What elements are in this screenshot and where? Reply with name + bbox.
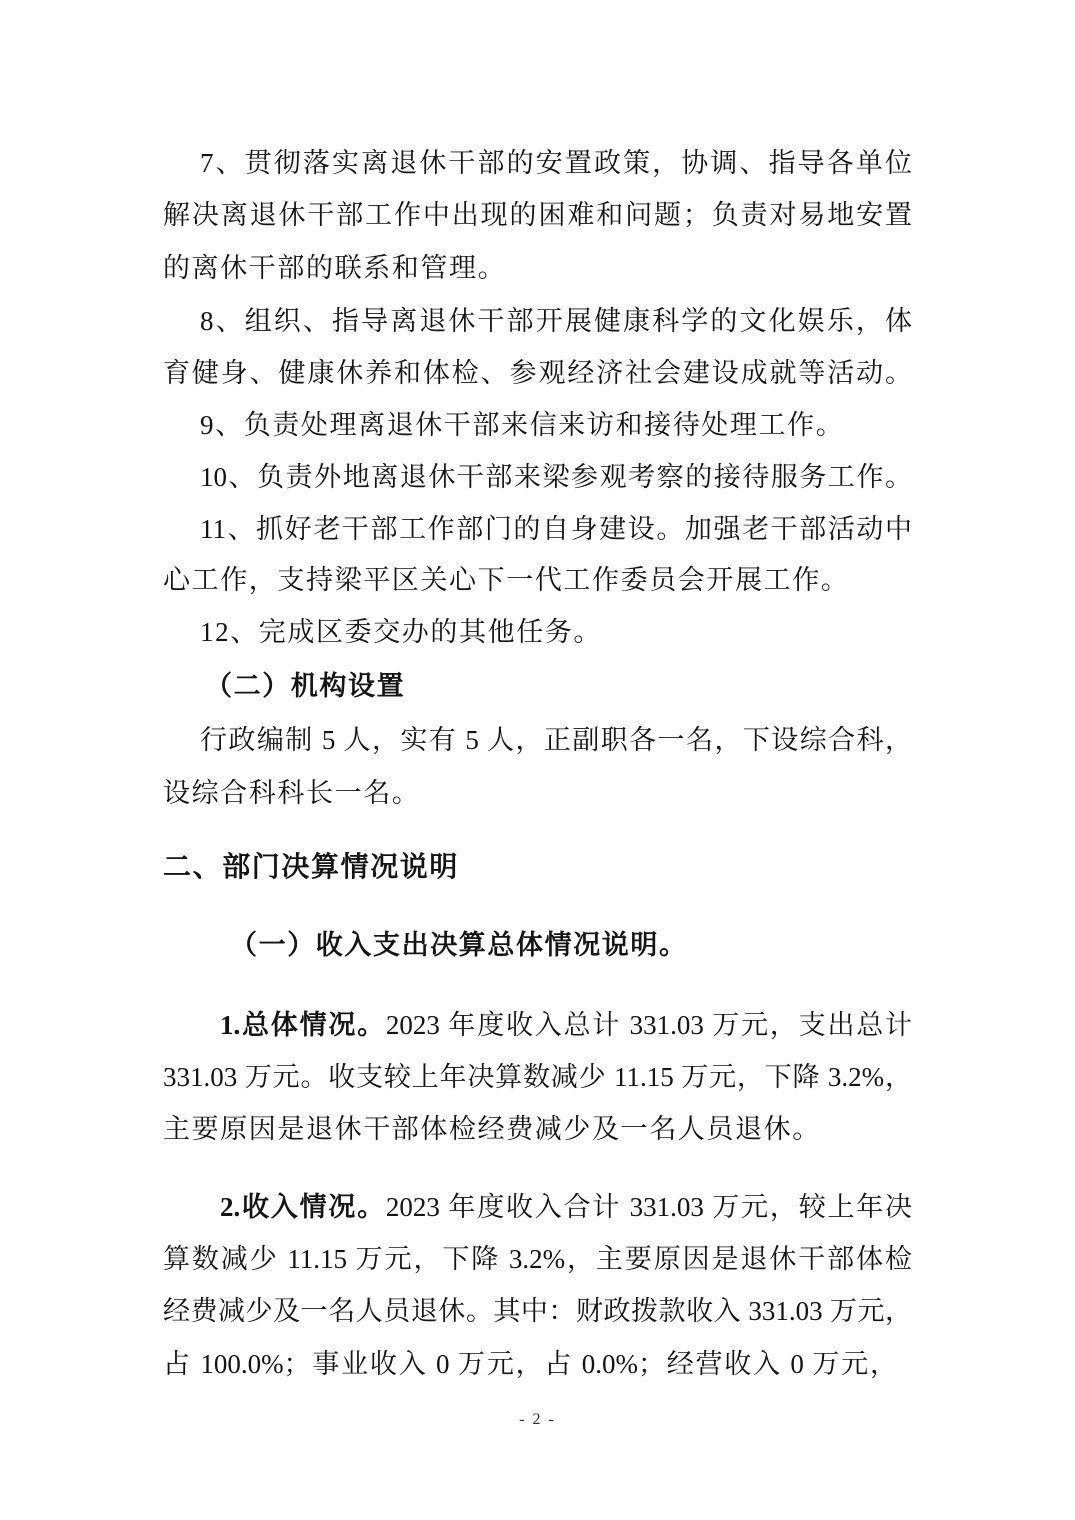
duty-11-line-1: 11、抓好老干部工作部门的自身建设。加强老干部活动中 — [200, 514, 912, 544]
page-number: - 2 - — [519, 1411, 556, 1428]
duty-8-line-2: 育健身、健康休养和体检、参观经济社会建设成就等活动。 — [163, 358, 912, 388]
duty-10-line-1: 10、负责外地离退休干部来梁参观考察的接待服务工作。 — [200, 462, 912, 492]
overall-text: 2023 年度收入总计 331.03 万元，支出总计 — [385, 1010, 912, 1040]
duty-7-line-1: 7、贯彻落实离退休干部的安置政策，协调、指导各单位 — [200, 148, 912, 178]
income-line-2: 算数减少 11.15 万元，下降 3.2%，主要原因是退休干部体检 — [163, 1244, 912, 1274]
duty-11-line-2: 心工作，支持梁平区关心下一代工作委员会开展工作。 — [163, 565, 850, 595]
income-text: 2023 年度收入合计 331.03 万元，较上年决 — [385, 1192, 912, 1222]
overall-line-2: 331.03 万元。收支较上年决算数减少 11.15 万元，下降 3.2%， — [163, 1062, 912, 1092]
overall-line-3: 主要原因是退休干部体检经费减少及一名人员退休。 — [163, 1114, 821, 1144]
duty-12-line-1: 12、完成区委交办的其他任务。 — [200, 617, 602, 647]
duty-7-line-3: 的离休干部的联系和管理。 — [163, 253, 507, 283]
overall-line-1 — [220, 1005, 912, 1045]
overall-label: 1.总体情况。 — [220, 1010, 386, 1040]
income-line-3: 经费减少及一名人员退休。其中：财政拨款收入 331.03 万元， — [163, 1296, 912, 1326]
income-label: 2.收入情况。 — [220, 1192, 386, 1222]
organization-line-2: 设综合科科长一名。 — [163, 778, 421, 808]
section-2-heading: 二、部门决算情况说明 — [163, 852, 460, 883]
duty-9-line-1: 9、负责处理离退休干部来信来访和接待处理工作。 — [200, 410, 845, 440]
income-line-1 — [220, 1187, 912, 1227]
duty-8-line-1: 8、组织、指导离退休干部开展健康科学的文化娱乐，体 — [200, 306, 912, 336]
organization-heading: （二）机构设置 — [205, 671, 406, 701]
duty-7-line-2: 解决离退休干部工作中出现的困难和问题；负责对易地安置 — [163, 200, 912, 230]
income-line-4: 占 100.0%；事业收入 0 万元，占 0.0%；经营收入 0 万元， — [163, 1349, 897, 1379]
organization-line-1: 行政编制 5 人，实有 5 人，正副职各一名，下设综合科， — [200, 725, 912, 755]
section-2-subheading: （一）收入支出决算总体情况说明。 — [230, 930, 688, 960]
